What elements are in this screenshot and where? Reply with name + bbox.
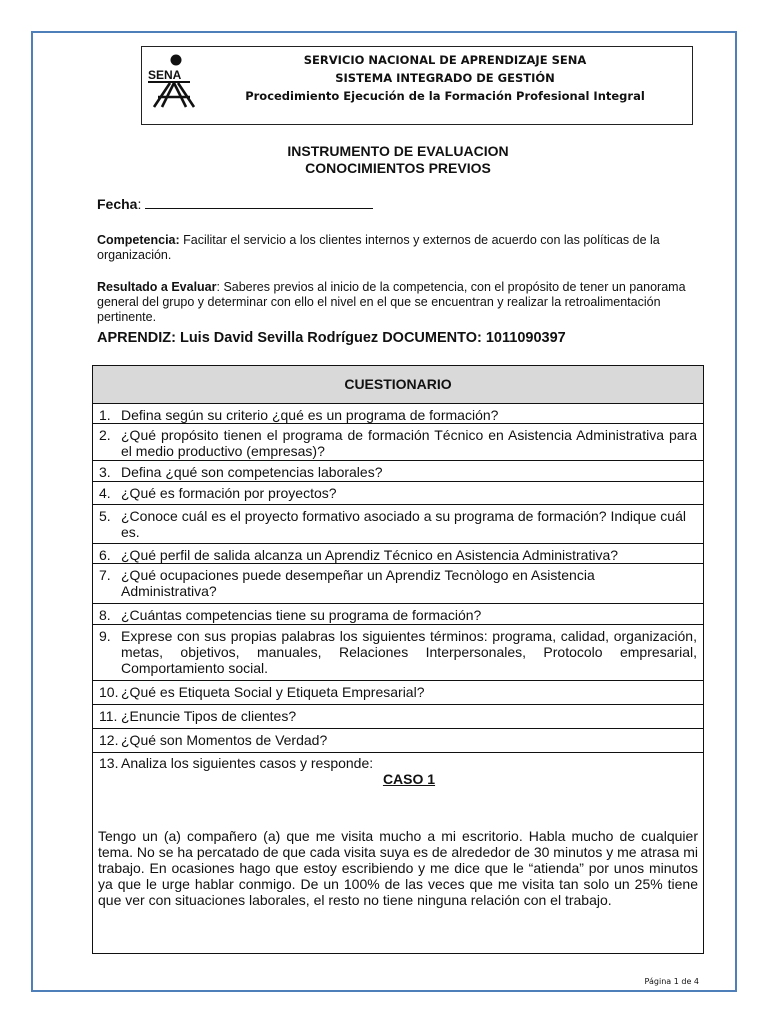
question-text: ¿Qué es Etiqueta Social y Etiqueta Empresarial?: [121, 684, 425, 700]
question-number: 10.: [99, 684, 119, 700]
svg-text:SENA: SENA: [148, 68, 182, 82]
question-row: [93, 753, 703, 787]
fecha-blank-line: [145, 196, 373, 209]
cuestionario-heading: CUESTIONARIO: [93, 366, 703, 404]
question-number: 1.: [99, 407, 111, 423]
header-line-3: Procedimiento Ejecución de la Formación Profesional Integral: [245, 89, 645, 103]
title-line-1: INSTRUMENTO DE EVALUACION: [287, 143, 509, 159]
question-text: ¿Cuántas competencias tiene su programa de formación?: [121, 607, 482, 623]
question-text: [121, 755, 697, 787]
question-row: [93, 424, 703, 461]
caso-title: CASO 1: [382, 771, 436, 787]
competencia-text: Facilitar el servicio a los clientes internos y externos de acuerdo con las políticas de la organización.: [97, 233, 660, 262]
question-number: 13.: [99, 755, 119, 771]
question-row: [93, 482, 703, 505]
question-number: 4.: [99, 485, 111, 501]
question-text: Exprese con sus propias palabras los siguientes términos: programa, calidad, organización, metas, objetivos, manuales, Relaciones Interpersonales, Protocolo empresarial, Comportamiento social.: [121, 628, 697, 676]
question-text: ¿Qué ocupaciones puede desempeñar un Aprendiz Tecnòlogo en Asistencia Administrativa?: [121, 567, 595, 599]
question-row: [93, 564, 703, 604]
question-number: 8.: [99, 607, 111, 623]
question-row: [93, 705, 703, 729]
question-row: [93, 544, 703, 564]
question-number: 2.: [99, 427, 111, 443]
question-13-text: Analiza los siguientes casos y responde:: [121, 755, 374, 771]
question-row: [93, 625, 703, 681]
question-number: 3.: [99, 464, 111, 480]
question-number: 12.: [99, 732, 119, 748]
fecha-label: Fecha: [97, 196, 138, 212]
header-line-1: SERVICIO NACIONAL DE APRENDIZAJE SENA: [303, 53, 587, 67]
question-text: ¿Qué propósito tienen el programa de formación Técnico en Asistencia Administrativa para el medio productivo (empresas)?: [121, 427, 697, 459]
question-text: Defina ¿qué son competencias laborales?: [121, 464, 383, 480]
document-title: [100, 143, 696, 177]
question-text: ¿Enuncie Tipos de clientes?: [121, 708, 297, 724]
header-line-2: SISTEMA INTEGRADO DE GESTIÓN: [335, 71, 555, 85]
page-number: Página 1 de 4: [644, 977, 699, 986]
question-number: 11.: [99, 708, 118, 724]
competencia-paragraph: [97, 233, 695, 263]
competencia-label: Competencia:: [97, 233, 180, 247]
question-row: [93, 681, 703, 705]
resultado-label: Resultado a Evaluar: [97, 280, 217, 294]
fecha-separator: :: [137, 196, 142, 212]
caso-text: Tengo un (a) compañero (a) que me visita mucho a mi escritorio. Habla mucho de cualquier tema. No se ha percatado de que cada visita suya es de alrededor de 30 minutos y me atrasa mi trabajo. En ocasiones hago que estoy escribiendo y me dice que le “atienda” por unos minutos ya que le urge hablar conmigo. De un 100% de las veces que me visita tan solo un 25% tiene que ver con situaciones laborales, el resto no tiene ninguna relación con el trabajo.: [98, 828, 699, 908]
question-text: ¿Qué es formación por proyectos?: [121, 485, 337, 501]
question-number: 6.: [99, 547, 111, 563]
aprendiz-line: APRENDIZ: Luis David Sevilla Rodríguez DOCUMENTO: 1011090397: [97, 330, 566, 346]
question-text: ¿Conoce cuál es el proyecto formativo asociado a su programa de formación? Indique cuál es.: [121, 508, 686, 540]
sena-logo: [146, 51, 198, 111]
fecha-field: [97, 196, 373, 212]
question-row: [93, 505, 703, 544]
question-row: [93, 729, 703, 753]
question-row: [93, 604, 703, 625]
resultado-paragraph: [97, 280, 695, 325]
question-text: ¿Qué son Momentos de Verdad?: [121, 732, 328, 748]
question-text: Defina según su criterio ¿qué es un programa de formación?: [121, 407, 499, 423]
resultado-text: : Saberes previos al inicio de la competencia, con el propósito de tener un panorama general del grupo y determinar con ello el nivel en el que se encuentran y realizar la retroalimentación pertinente.: [97, 280, 686, 324]
question-number: 5.: [99, 508, 111, 524]
title-line-2: CONOCIMIENTOS PREVIOS: [305, 160, 491, 176]
question-row: [93, 461, 703, 482]
question-text: ¿Qué perfil de salida alcanza un Aprendiz Técnico en Asistencia Administrativa?: [121, 547, 619, 563]
question-number: 9.: [99, 628, 111, 644]
document-header: [141, 46, 693, 125]
question-number: 7.: [99, 567, 111, 583]
question-row: [93, 404, 703, 424]
